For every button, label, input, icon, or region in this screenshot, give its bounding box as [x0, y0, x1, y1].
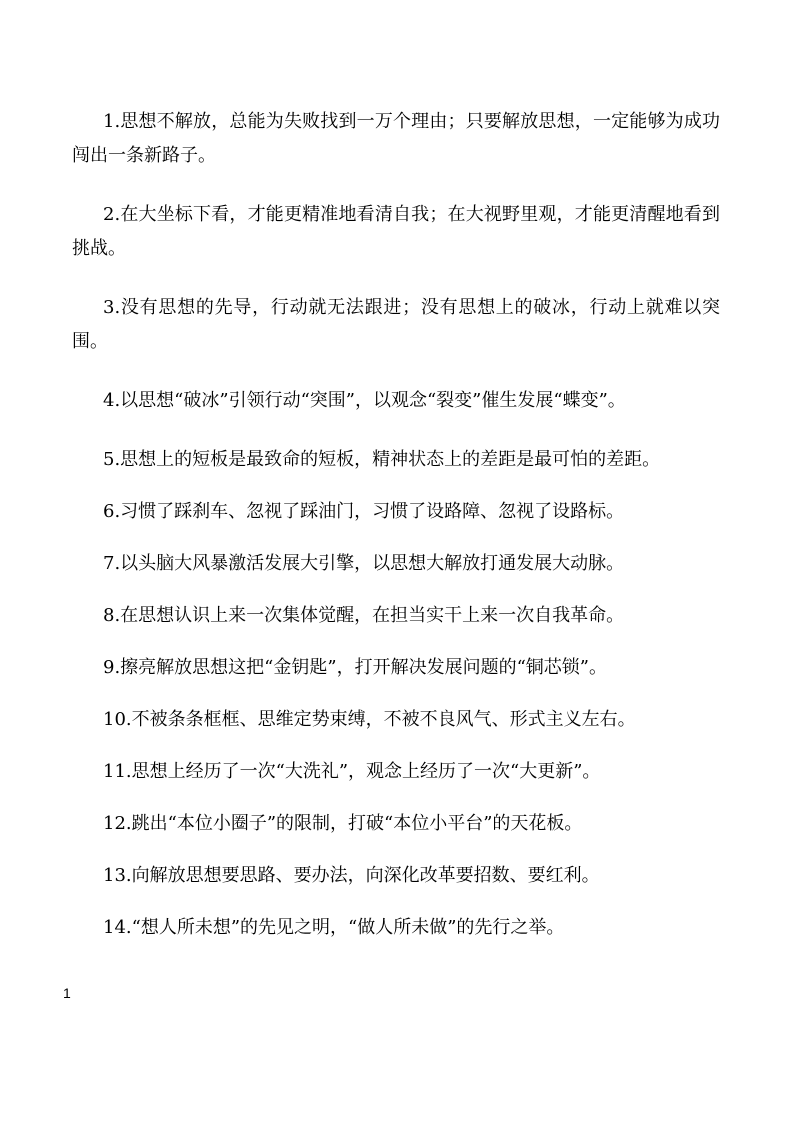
- paragraph-12: 12.跳出“本位小圈子”的限制，打破“本位小平台”的天花板。: [103, 813, 583, 834]
- paragraph-11: 11.思想上经历了一次“大洗礼”，观念上经历了一次“大更新”。: [103, 761, 601, 782]
- document-body: [72, 105, 720, 963]
- paragraph-10: 10.不被条条框框、思维定势束缚，不被不良风气、形式主义左右。: [103, 709, 636, 730]
- paragraph-2: 2.在大坐标下看，才能更精准地看清自我；在大视野里观，才能更清醒地看到挑战。: [72, 204, 720, 259]
- paragraph-1: 1.思想不解放，总能为失败找到一万个理由；只要解放思想，一定能够为成功闯出一条新路子。: [72, 111, 720, 166]
- paragraph-3: 3.没有思想的先导，行动就无法跟进；没有思想上的破冰，行动上就难以突围。: [72, 297, 720, 352]
- paragraph-9: 9.擦亮解放思想这把“金钥匙”，打开解决发展问题的“铜芯锁”。: [103, 657, 607, 678]
- page-number: 1: [63, 985, 71, 1001]
- paragraph-5: 5.思想上的短板是最致命的短板，精神状态上的差距是最可怕的差距。: [103, 449, 661, 470]
- paragraph-6: 6.习惯了踩刹车、忽视了踩油门，习惯了设路障、忽视了设路标。: [103, 501, 625, 522]
- paragraph-7: 7.以头脑大风暴激活发展大引擎，以思想大解放打通发展大动脉。: [103, 553, 625, 574]
- paragraph-14: 14.“想人所未想”的先见之明，“做人所未做”的先行之举。: [103, 917, 565, 938]
- paragraph-8: 8.在思想认识上来一次集体觉醒，在担当实干上来一次自我革命。: [103, 605, 625, 626]
- paragraph-13: 13.向解放思想要思路、要办法，向深化改革要招数、要红利。: [103, 865, 600, 886]
- paragraph-4: 4.以思想“破冰”引领行动“突围”，以观念“裂变”催生发展“蝶变”。: [103, 390, 626, 411]
